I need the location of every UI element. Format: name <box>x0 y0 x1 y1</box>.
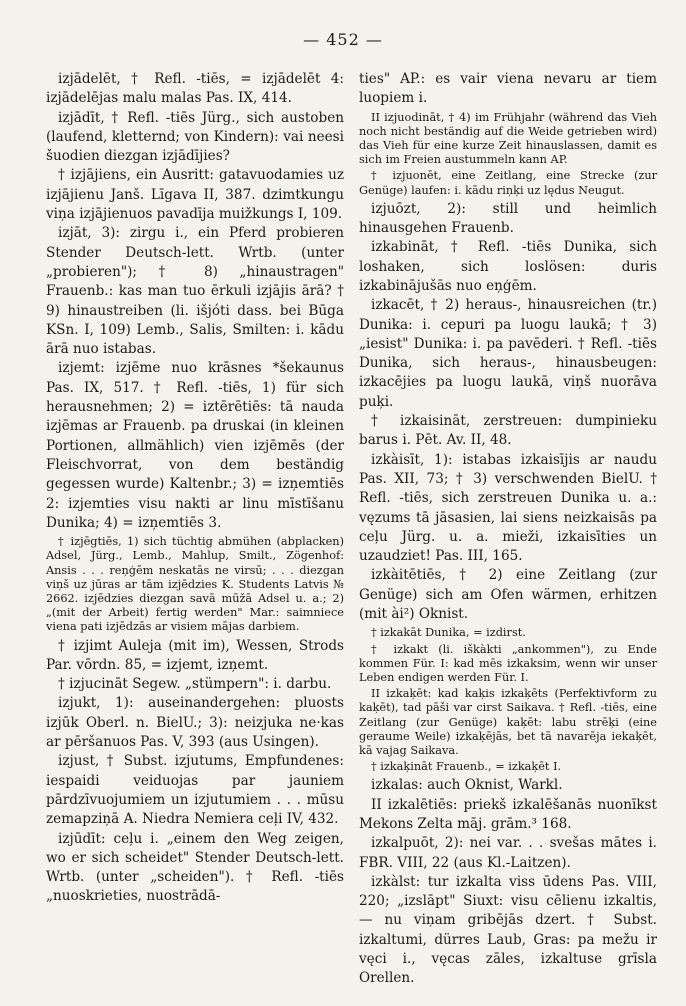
dictionary-entry: izkalas: auch Oknist, Warkl. <box>371 777 563 794</box>
dictionary-entry: † izjucināt Segew. „stümpern": i. darbu. <box>58 676 332 693</box>
left-column <box>46 70 344 907</box>
dictionary-entry: † izjēgtiēs, 1) sich tüchtig abmühen (abplacken) Adsel, Jürg., Lemb., Mahlup, Smilt., Zögenhof: Ansis . . . reņģēm neskatās ne virsū; . . . diezgan viņš uz jūras ar tām izjēdzies K. Students Latvis № 2662. izjēdzies diezgan savā mūžā Adsel u. a.; 2) „(mit der Arbeit) fertig werden" Mar.: saimniece viena pati izjēdzās ar visiem mājas darbiem. <box>46 535 344 634</box>
dictionary-entry: izjūdīt: ceļu i. „einem den Weg zeigen, wo er sich scheidet" Stender Deutsch-lett. Wrtb. (unter „scheiden"). † Refl. -tiēs „nuoskrieties, nuostrādā- <box>46 830 344 905</box>
dictionary-entry: † izjimt Auleja (mit im), Wessen, Strods Par. vōrdn. 85, = izjemt, izņemt. <box>46 637 344 673</box>
dictionary-entry: izkàlst: tur izkalta viss ūdens Pas. VIII, 220; „izslāpt" Siuxt: visu cēlienu izkaltis, — nu viņam gribējās dzert. † Subst. izkaltumi, dürres Laub, Gras: pa mežu ir vęci i., vęcas zāles, izkaltuse grīsla Orellen. <box>359 873 657 987</box>
dictionary-entry: † izkakāt Dunika, = izdirst. <box>371 626 526 640</box>
dictionary-entry: izjāt, 3): zirgu i., ein Pferd probieren Stender Deutsch-lett. Wrtb. (unter „probieren"); † 8) „hinaustragen" Frauenb.: kas man tuo ērkuli izjājis ārā? † 9) hinaustreiben (li. išjóti dass. bei Būga KSn. I, 109) Lemb., Salis, Smilten: i. kādu ārā nuo istabas. <box>46 225 344 358</box>
dictionary-entry: izkàisīt, 1): istabas izkaisījis ar naudu Pas. XII, 73; † 3) verschwenden BielU. † Refl. -tiēs, sich zerstreuen Dunika u. a.: vęzums tā jāsasien, lai siens neizkaisās pa ceļu Jürg. u. a. mieži, izkaisīties un uzaudziet! Pas. III, 165. <box>359 451 657 565</box>
dictionary-entry: † izkaisināt, zerstreuen: dumpinieku barus i. Pēt. Av. II, 48. <box>359 413 657 449</box>
dictionary-entry: izkacēt, † 2) heraus-, hinausreichen (tr.) Dunika: i. cepuri pa luogu laukā; † 3) „iesist" Dunika: i. pa pavēderi. † Refl. -tiēs Dunika, sich heraus-, hinausbeugen: izkacējies pa luogu laukā, viņš nuorāva puķi. <box>359 297 657 410</box>
dictionary-entry: izjemt: izjēme nuo krāsnes *šekaunus Pas. IX, 517. † Refl. -tiēs, 1) für sich herausnehmen; 2) = iztērētiēs: tā nauda izjēmas ar Frauenb. pa druskai (in kleinen Portionen, allmählich) vien izjēmēs (der Fleischvorrat, von dem beständig gegessen wurde) Kaltenbr.; 3) = izņemtiēs 2: izjemties visu nakti ar linu mīstīšanu Dunika; 4) = izņemtiēs 3. <box>46 360 344 531</box>
dictionary-entry: † izjājiens, ein Ausritt: gatavuodamies uz izjājienu Janš. Līgava II, 387. dzimtkungu viņa izjājienuos pavadīja muižkungs I, 109. <box>46 167 344 223</box>
dictionary-entry: izjuōzt, 2): still und heimlich hinausgehen Frauenb. <box>359 200 657 237</box>
dictionary-entry: † izkakt (li. iškàkti „ankommen"), zu Ende kommen Für. I: kad mēs izkaksim, wenn wir unser Leben endigen werden Für. I. <box>359 642 657 684</box>
dictionary-entry: † izjuonēt, eine Zeitlang, eine Strecke (zur Genüge) laufen: i. kādu riņķi uz lędus Neugut. <box>359 169 657 197</box>
dictionary-entry: izjust, † Subst. izjutums, Empfundenes: iespaidi veiduojas par jauniem pārdzīvuojumiem un izjutumiem . . . mūsu zemapziņā A. Niedra Nemiera ceļi IV, 432. <box>46 753 344 828</box>
dictionary-entry: izkalpuōt, 2): nei var. . . svešas mātes i. FBR. VIII, 22 (aus Kl.-Laitzen). <box>359 835 657 871</box>
page-number: — 452 — <box>303 30 383 49</box>
right-column <box>359 70 657 989</box>
dictionary-entry: izkabināt, † Refl. -tiēs Dunika, sich loshaken, sich loslösen: duris izkabinājušās nuo eņģēm. <box>359 239 657 294</box>
dictionary-entry: † izkaķināt Frauenb., = izkaķēt I. <box>371 760 562 774</box>
dictionary-entry: izjādīt, † Refl. -tiēs Jürg., sich austoben (laufend, kletternd; von Kindern): vai neesi šuodien diezgan izjādījies? <box>46 109 344 165</box>
dictionary-entry: izjādelēt, † Refl. -tiēs, = izjādelēt 4: izjādelējas malu malas Pas. IX, 414. <box>46 71 344 107</box>
dictionary-entry: izjukt, 1): auseinandergehen: pluosts izjūk Oberl. n. BielU.; 3): neizjuka ne·kas ar pēršanuos Pas. V, 393 (aus Usingen). <box>46 695 344 751</box>
dictionary-entry: II izjuodināt, † 4) im Frühjahr (während das Vieh noch nicht beständig auf die Weide getrieben wird) das Vieh für eine kurze Zeit hinauslassen, damit es sich im Freien austummeln kann AP. <box>359 110 657 167</box>
dictionary-entry: II izkalētiēs: priekš izkalēšanās nuonīkst Mekons Zelta māj. grām.³ 168. <box>359 796 657 832</box>
dictionary-entry: II izkaķēt: kad kaķis izkaķēts (Perfektivform zu kaķēt), tad pāši var cirst Saikava. † Refl. -tiēs, eine Zeitlang (zur Genüge) kaķēt: labu strēķi (eine geraume Weile) izkaķējās, bet tā navarēja iekaķēt, kā vajag Saikava. <box>359 687 657 757</box>
dictionary-entry: ties" AP.: es vair viena nevaru ar tiem luopiem i. <box>359 71 657 107</box>
dictionary-entry: izkàitētiēs, † 2) eine Zeitlang (zur Genüge) sich am Ofen wärmen, erhitzen (mit ài²) Oknist. <box>359 567 657 623</box>
